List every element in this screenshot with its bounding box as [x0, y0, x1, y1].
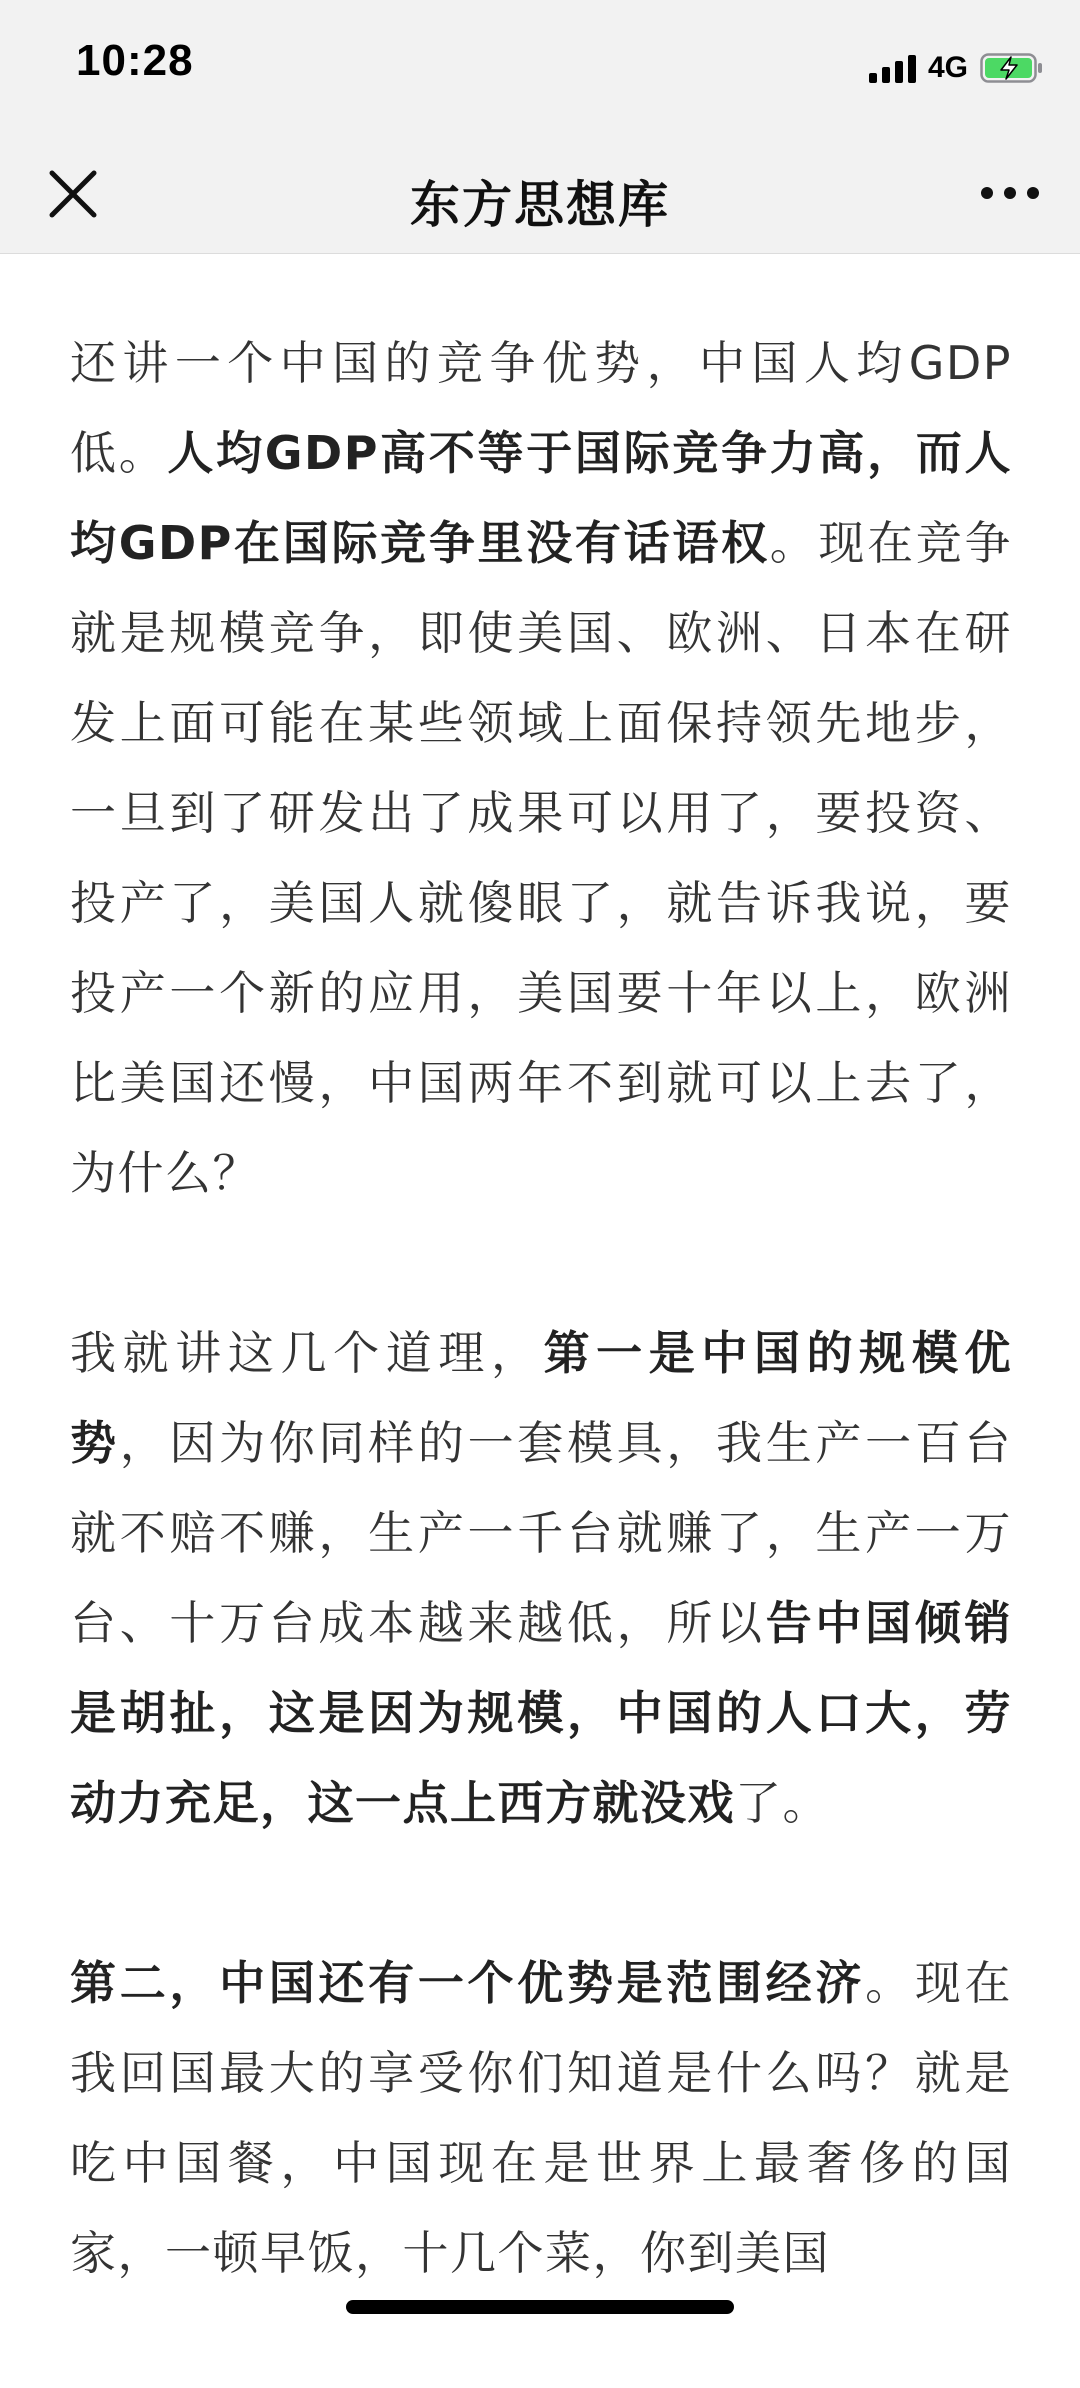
article-paragraph [70, 1308, 1012, 1848]
article-paragraph [70, 318, 1012, 1218]
paragraph-bold-text: 人均GDP高不等于国际竞争力高，而人均GDP在国际竞争里没有话语权 [70, 426, 1013, 570]
network-label: 4G [927, 51, 968, 84]
paragraph-bold-text: 第二，中国还有一个优势是范围经济 [70, 1956, 866, 2010]
home-indicator[interactable] [346, 2300, 734, 2314]
status-bar [0, 0, 1080, 135]
battery-charging-icon [980, 53, 1044, 83]
paragraph-bold-text: 告中国倾销是胡扯，这是因为规模，中国的人口大，劳动力充足，这一点上西方就没戏 [70, 1596, 1013, 1830]
paragraph-text: 。现在竞争就是规模竞争，即使美国、欧洲、日本在研发上面可能在某些领域上面保持领先地步，一旦到了研发出了成果可以用了，要投资、投产了，美国人就傻眼了，就告诉我说，要投产一个新的应用，美国要十年以上，欧洲比美国还慢，中国两年不到就可以上去了，为什么？ [70, 516, 1013, 1200]
page-title: 东方思想库 [410, 176, 670, 234]
nav-bar [0, 135, 1080, 254]
article-paragraph [70, 1938, 1012, 2298]
status-time: 10:28 [76, 36, 194, 85]
more-icon[interactable] [978, 179, 1042, 207]
status-indicators [869, 48, 1044, 88]
paragraph-text: 了。 [735, 1776, 830, 1830]
signal-icon [869, 53, 916, 83]
paragraph-text: 还讲一个中国的竞争优势，中国人均GDP低。 [70, 336, 1012, 480]
paragraph-text: 我就讲这几个道理， [70, 1326, 544, 1380]
paragraph-bold-text: 第一是中国的规模优势 [70, 1326, 1013, 1470]
paragraph-text: ，因为你同样的一套模具，我生产一百台就不赔不赚，生产一千台就赚了，生产一万台、十万台成本越来越低，所以 [70, 1416, 1013, 1650]
article-body [70, 318, 1012, 2388]
paragraph-text: 。现在我回国最大的享受你们知道是什么吗？就是吃中国餐，中国现在是世界上最奢侈的国家，一顿早饭，十几个菜，你到美国 [70, 1956, 1013, 2280]
